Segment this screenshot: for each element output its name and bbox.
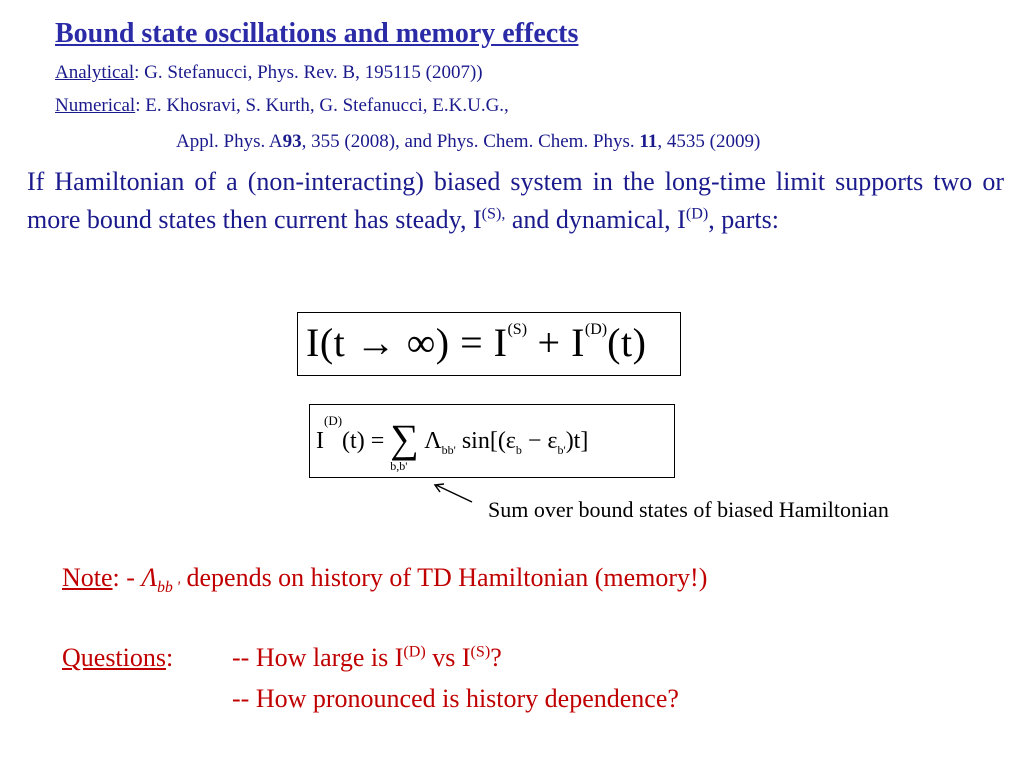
journal-a: Appl. Phys. A (176, 131, 283, 152)
note-lambda-sub: bb ' (157, 579, 180, 597)
question-1 (232, 643, 502, 673)
note-lambda: Λ (141, 563, 158, 592)
eq1-sup-d: (D) (584, 321, 608, 338)
eq2-t-equals: (t) = (342, 428, 391, 454)
sum-index: b,b' (390, 459, 408, 473)
eq2-end: )t] (565, 428, 589, 454)
q1-sup-s: (S) (470, 643, 491, 661)
eq2-eps1-sub: b (515, 442, 522, 457)
intro-sup-s: (S), (481, 205, 506, 223)
intro-text-3: , parts: (708, 205, 779, 234)
sum-symbol (390, 415, 424, 473)
reference-numerical (55, 95, 509, 117)
journal-b: , 355 (2008), and Phys. Chem. Chem. Phys. (301, 131, 640, 152)
reference-journals (176, 131, 760, 153)
intro-paragraph (27, 163, 1004, 239)
eq1-end: (t) (607, 320, 647, 365)
analytical-citation: : G. Stefanucci, Phys. Rev. B, 195115 (2007)) (134, 62, 483, 83)
equation-dynamical-current (309, 404, 675, 478)
equation-current-decomposition (297, 312, 681, 376)
intro-text-1: If Hamiltonian of a (non-interacting) biased system in the long-time limit supports two or more bound states then current has steady, I (27, 167, 1004, 234)
q1-text-c: ? (490, 643, 502, 672)
eq2-sin: sin[(ε (455, 428, 516, 454)
journal-c: , 4535 (2009) (657, 131, 761, 152)
q1-sup-d: (D) (403, 643, 426, 661)
questions-label: Questions (62, 643, 166, 672)
questions-label-line (62, 643, 173, 673)
eq2-lhs: I (316, 428, 324, 454)
q1-text-a: -- How large is I (232, 643, 404, 672)
note-text: depends on history of TD Hamiltonian (memory!) (179, 563, 708, 592)
eq2-eps2-sub: b' (557, 442, 566, 457)
sum-caption: Sum over bound states of biased Hamiltonian (488, 497, 889, 522)
note-label: Note (62, 563, 113, 592)
pointer-arrow-icon (430, 480, 476, 506)
intro-sup-d: (D) (685, 205, 709, 223)
eq1-lhs: I(t → ∞) = I (306, 320, 508, 365)
volume-93: 93 (282, 131, 302, 152)
q1-text-b: vs I (425, 643, 471, 672)
numerical-citation: : E. Khosravi, S. Kurth, G. Stefanucci, E.K.U.G., (135, 95, 509, 116)
volume-11: 11 (639, 131, 658, 152)
questions-colon: : (166, 643, 174, 672)
note-prefix: : - (112, 563, 142, 592)
eq1-sup-s: (S) (507, 321, 528, 338)
eq1-mid: + I (527, 320, 585, 365)
eq2-lambda: Λ (424, 428, 442, 454)
numerical-label: Numerical (55, 95, 136, 116)
eq2-minus: − ε (521, 428, 558, 454)
question-2: -- How pronounced is history dependence? (232, 684, 679, 713)
eq2-sup-d: (D) (324, 413, 343, 428)
reference-analytical (55, 62, 483, 84)
intro-text-2: and dynamical, I (505, 205, 686, 234)
analytical-label: Analytical (55, 62, 135, 83)
slide-title: Bound state oscillations and memory effects (55, 18, 579, 49)
eq2-lambda-sub: bb' (441, 442, 456, 457)
sigma-glyph: ∑ (390, 416, 419, 461)
note-line (62, 563, 707, 597)
